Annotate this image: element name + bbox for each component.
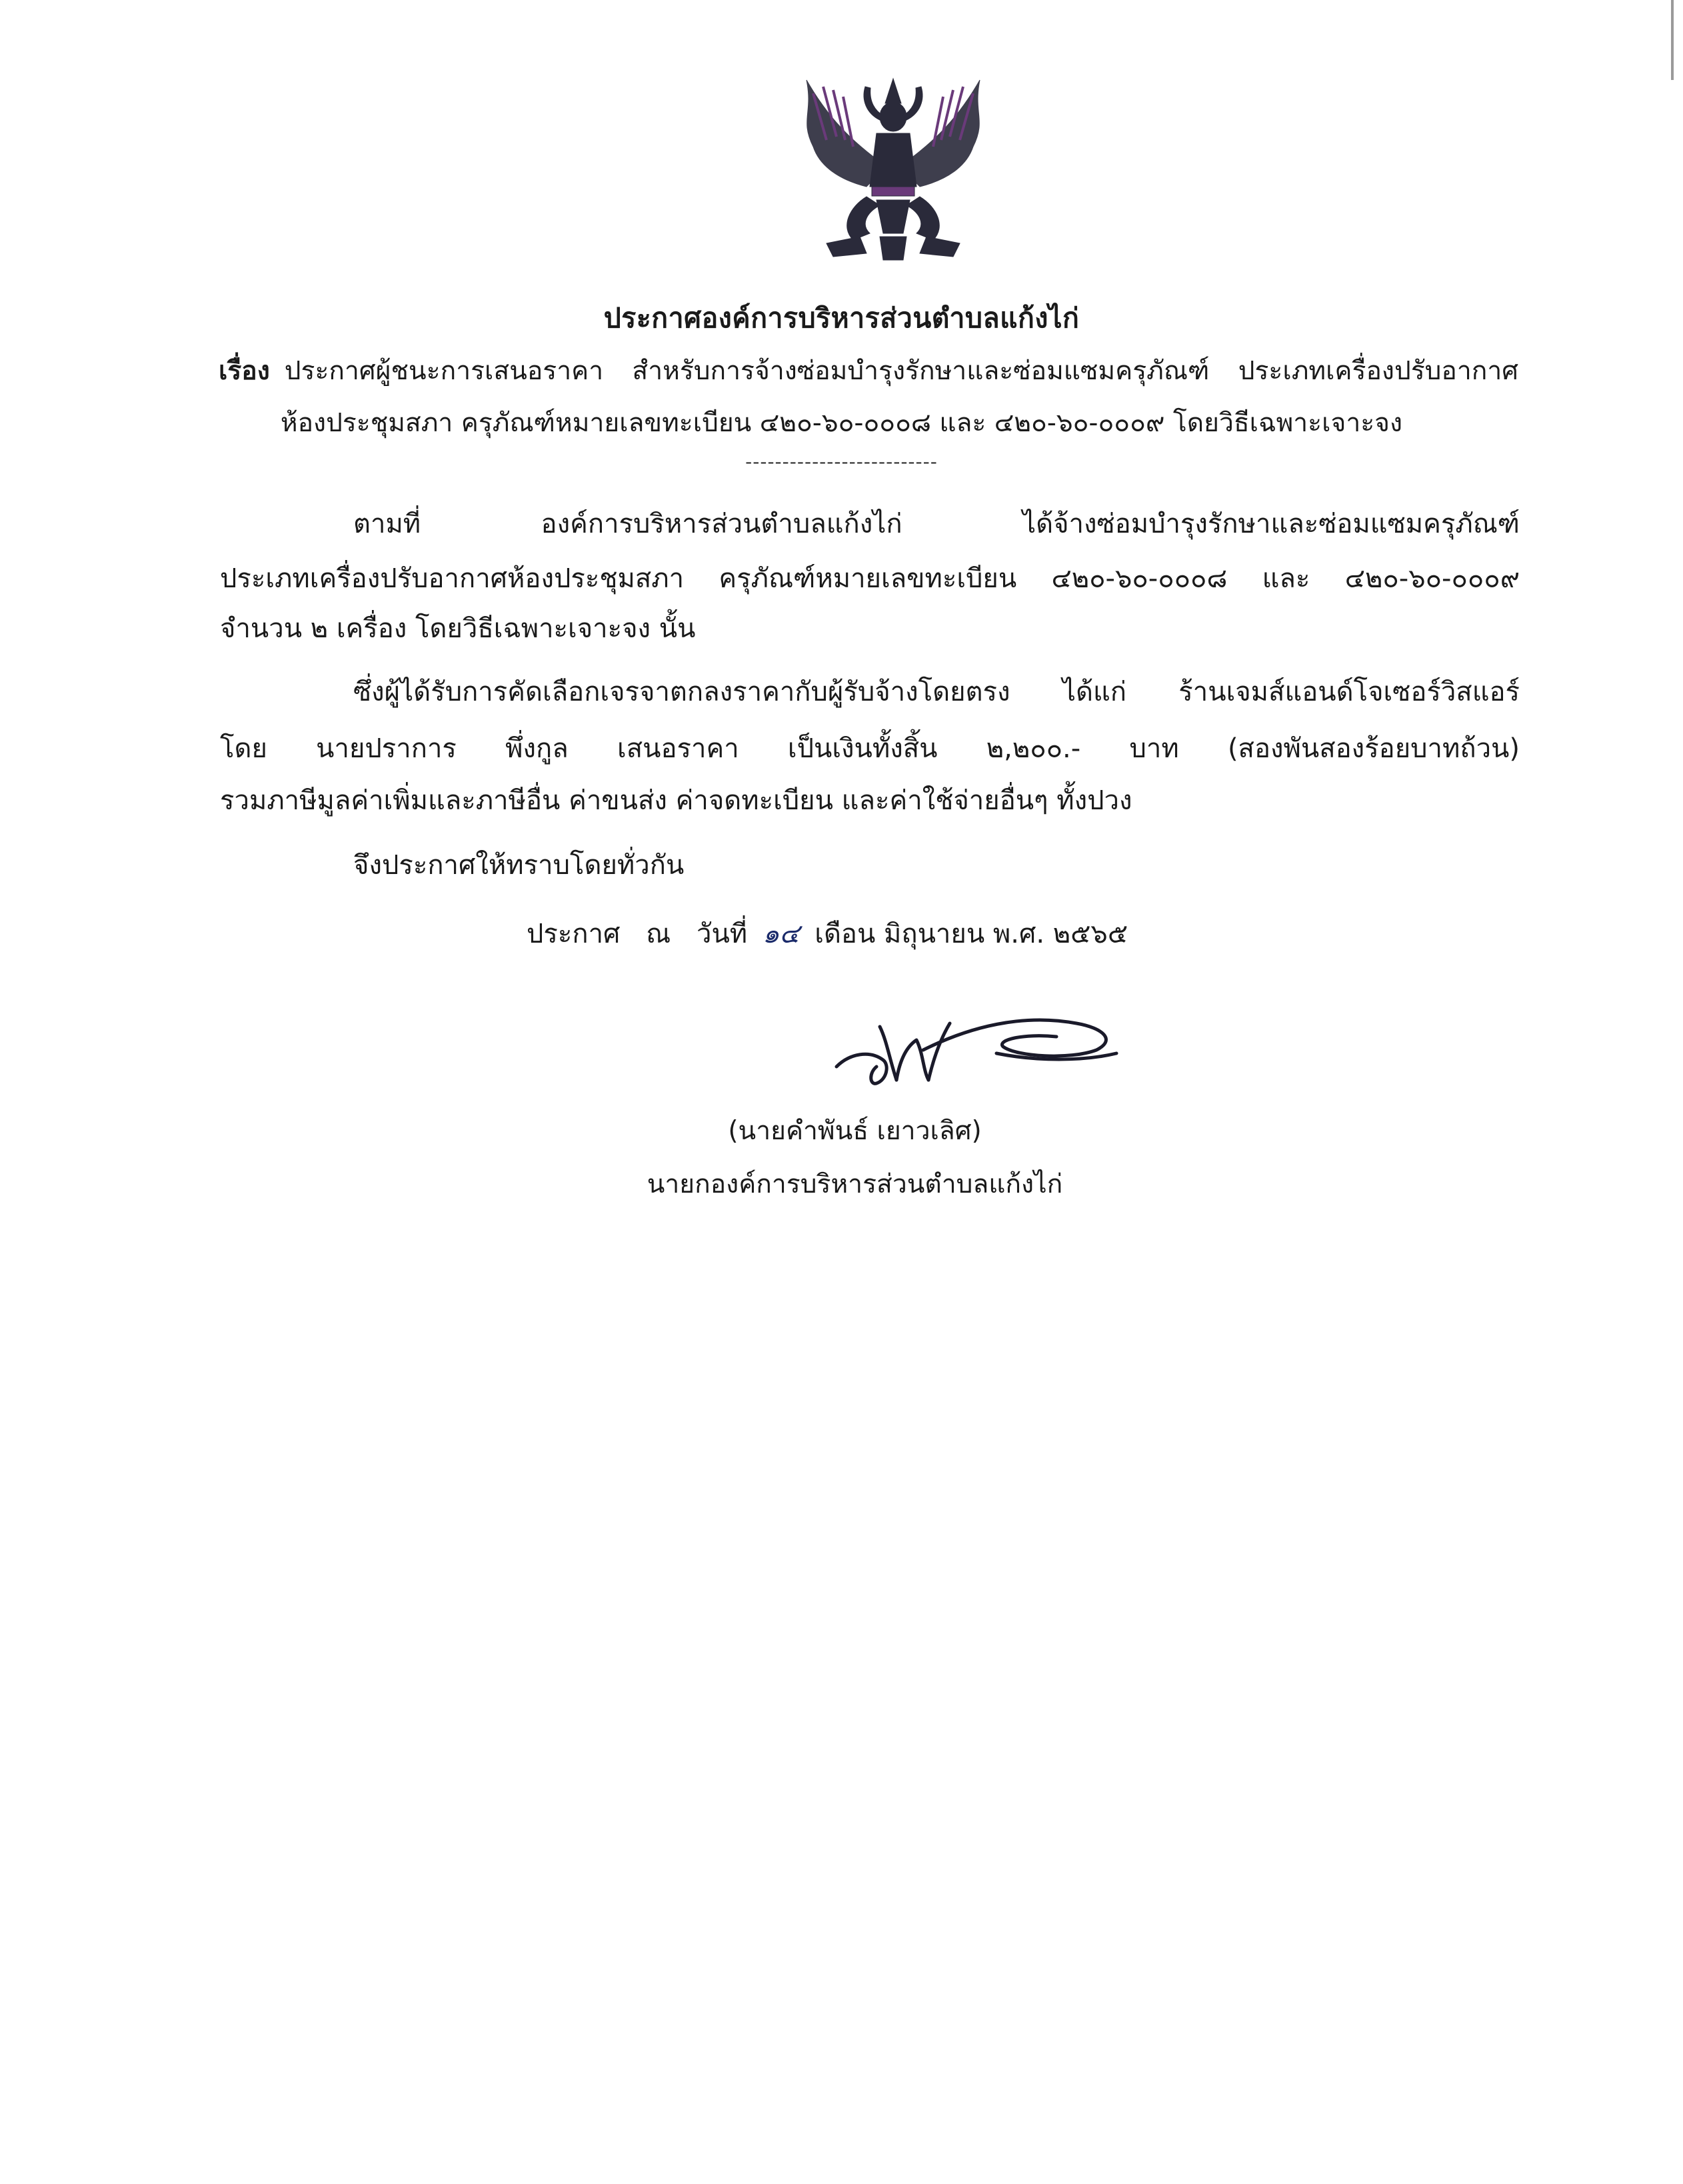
subject-line-2: ห้องประชุมสภา ครุภัณฑ์หมายเลขทะเบียน ๔๒๐-๖๐-๐๐๐๘ และ ๔๒๐-๖๐-๐๐๐๙ โดยวิธีเฉพาะเจาะจง — [280, 408, 1403, 438]
scan-edge-line — [1671, 0, 1674, 80]
date-prefix: ประกาศ — [527, 919, 621, 949]
subject-line-1 — [219, 350, 1518, 391]
date-month-label: เดือน — [815, 919, 876, 949]
paragraph2-line3: รวมภาษีมูลค่าเพิ่มและภาษีอื่น ค่าขนส่ง ค่าจดทะเบียน และค่าใช้จ่ายอื่นๆ ทั้งปวง — [220, 785, 1132, 816]
announcement-date — [527, 912, 1128, 955]
paragraph1-line1: ตามที่ องค์การบริหารส่วนตำบลแก้งไก่ ได้จ้างซ่อมบำรุงรักษาและซ่อมแซมครุภัณฑ์ — [353, 509, 1520, 539]
date-year: พ.ศ. ๒๕๖๕ — [992, 919, 1128, 949]
date-day-handwritten: ๑๔ — [762, 919, 800, 949]
subject-text-1: ประกาศผู้ชนะการเสนอราคา สำหรับการจ้างซ่อมบำรุงรักษาและซ่อมแซมครุภัณฑ์ ประเภทเครื่องปรับอากาศ — [284, 356, 1518, 386]
signer-name: (นายคำพันธ์ เยาวเลิศ) — [728, 1116, 982, 1146]
signer-title: นายกองค์การบริหารส่วนตำบลแก้งไก่ — [647, 1169, 1063, 1199]
separator-line: -------------------------- — [745, 451, 938, 473]
garuda-emblem-icon — [787, 67, 1000, 280]
date-month: มิถุนายน — [884, 919, 985, 949]
subject-label: เรื่อง — [219, 356, 270, 386]
paragraph1-line3: จำนวน ๒ เครื่อง โดยวิธีเฉพาะเจาะจง นั้น — [220, 613, 696, 644]
paragraph2-line1: ซึ่งผู้ได้รับการคัดเลือกเจรจาตกลงราคากับผู้รับจ้างโดยตรง ได้แก่ ร้านเจมส์แอนด์โจเซอร์วิสแอร์ — [353, 677, 1520, 707]
closing-statement: จึงประกาศให้ทราบโดยทั่วกัน — [353, 850, 685, 881]
announcement-heading: ประกาศองค์การบริหารส่วนตำบลแก้งไก่ — [603, 302, 1080, 334]
date-at: ณ — [646, 919, 671, 949]
date-day-label: วันที่ — [696, 919, 748, 949]
paragraph1-line2: ประเภทเครื่องปรับอากาศห้องประชุมสภา ครุภัณฑ์หมายเลขทะเบียน ๔๒๐-๖๐-๐๐๐๘ และ ๔๒๐-๖๐-๐๐๐๙ — [220, 563, 1520, 594]
handwritten-signature — [823, 987, 1130, 1093]
paragraph2-line2: โดย นายปราการ พึ่งกูล เสนอราคา เป็นเงินทั้งสิ้น ๒,๒๐๐.- บาท (สองพันสองร้อยบาทถ้วน) — [220, 733, 1520, 764]
